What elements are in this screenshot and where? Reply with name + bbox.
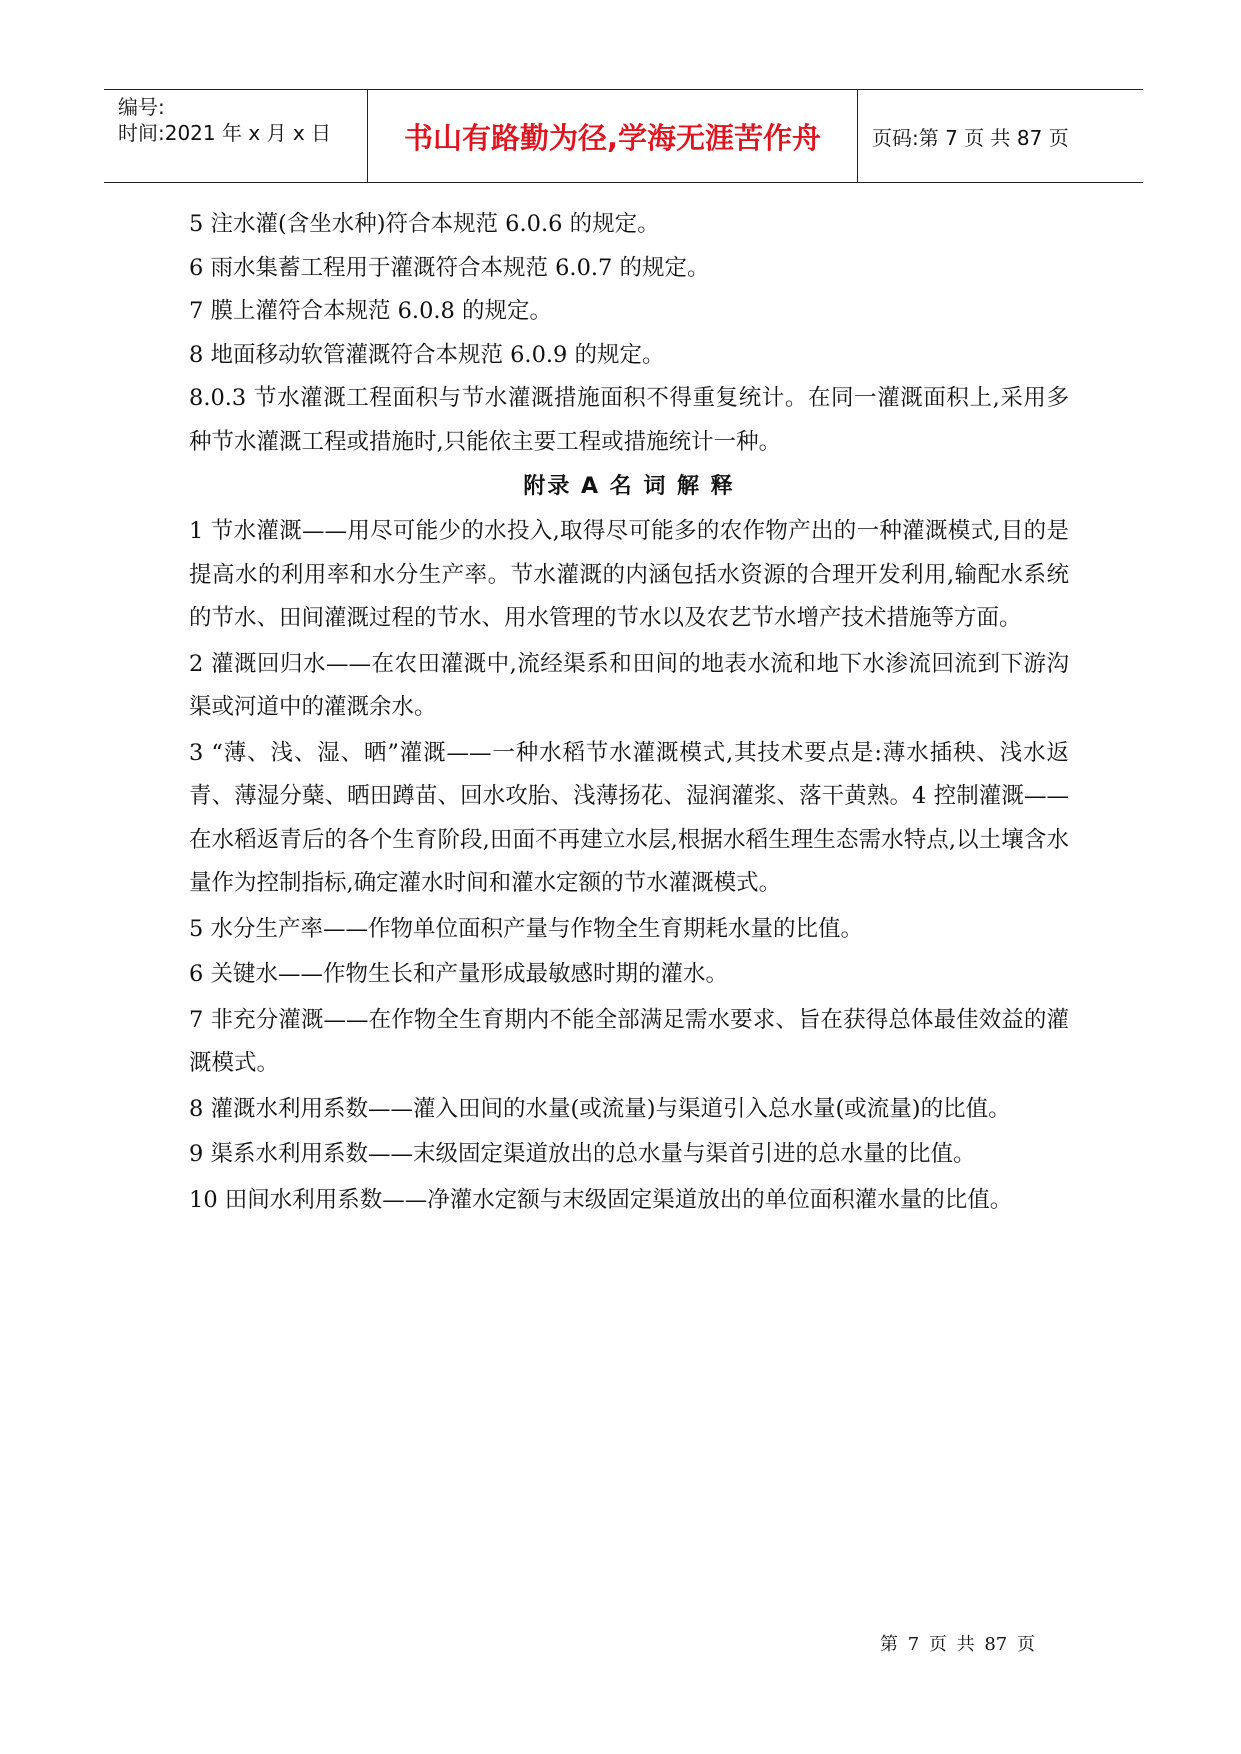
- header-motto: 书山有路勤为径,学海无涯苦作舟: [368, 90, 858, 182]
- definition-item: 8 灌溉水利用系数——灌入田间的水量(或流量)与渠道引入总水量(或流量)的比值。: [189, 1095, 1011, 1122]
- definition-item: 3 “薄、浅、湿、晒”灌溉——一种水稻节水灌溉模式,其技术要点是:薄水插秧、浅水返青、薄湿分蘖、晒田蹲苗、回水攻胎、浅薄扬花、湿润灌浆、落干黄熟。4 控制灌溉——在水稻返青后的各个生育阶段,田面不再建立水层,根据水稻生理生态需水特点,以土壤含水量作为控制指标,确定灌水时间和灌水定额的节水灌溉模式。: [189, 739, 1069, 896]
- number-label: 编号:: [118, 95, 165, 119]
- appendix-title: 附录 A 名 词 解 释: [523, 474, 735, 499]
- document-body: [189, 203, 1069, 1222]
- clause-line: 6 雨水集蓄工程用于灌溉符合本规范 6.0.7 的规定。: [189, 254, 710, 281]
- definition-item: 1 节水灌溉——用尽可能少的水投入,取得尽可能多的农作物产出的一种灌溉模式,目的是提高水的利用率和水分生产率。节水灌溉的内涵包括水资源的合理开发利用,输配水系统的节水、田间灌溉过程的节水、用水管理的节水以及农艺节水增产技术措施等方面。: [189, 518, 1069, 631]
- header-page-label: 页码:第 7 页 共 87 页: [872, 125, 1069, 150]
- definition-item: 6 关键水——作物生长和产量形成最敏感时期的灌水。: [189, 961, 728, 987]
- clause-line: 8 地面移动软管灌溉符合本规范 6.0.9 的规定。: [189, 341, 665, 368]
- header-meta: [104, 90, 368, 182]
- clause-line: 8.0.3 节水灌溉工程面积与节水灌溉措施面积不得重复统计。在同一灌溉面积上,采用多种节水灌溉工程或措施时,只能依主要工程或措施统计一种。: [189, 385, 1069, 455]
- definition-item: 5 水分生产率——作物单位面积产量与作物全生育期耗水量的比值。: [189, 915, 863, 942]
- page-header: [104, 89, 1143, 183]
- definition-item: 7 非充分灌溉——在作物全生育期内不能全部满足需水要求、旨在获得总体最佳效益的灌溉模式。: [189, 1006, 1069, 1076]
- page-footer: 第 7 页 共 87 页: [880, 1634, 1035, 1655]
- time-label: 时间:2021 年 x 月 x 日: [118, 121, 332, 145]
- definition-item: 9 渠系水利用系数——末级固定渠道放出的总水量与渠首引进的总水量的比值。: [189, 1141, 976, 1167]
- definition-item: 2 灌溉回归水——在农田灌溉中,流经渠系和田间的地表水流和地下水渗流回流到下游沟渠或河道中的灌溉余水。: [189, 650, 1069, 720]
- definition-item: 10 田间水利用系数——净灌水定额与末级固定渠道放出的单位面积灌水量的比值。: [189, 1186, 1013, 1213]
- clause-line: 5 注水灌(含坐水种)符合本规范 6.0.6 的规定。: [189, 211, 660, 237]
- clause-line: 7 膜上灌符合本规范 6.0.8 的规定。: [189, 298, 553, 324]
